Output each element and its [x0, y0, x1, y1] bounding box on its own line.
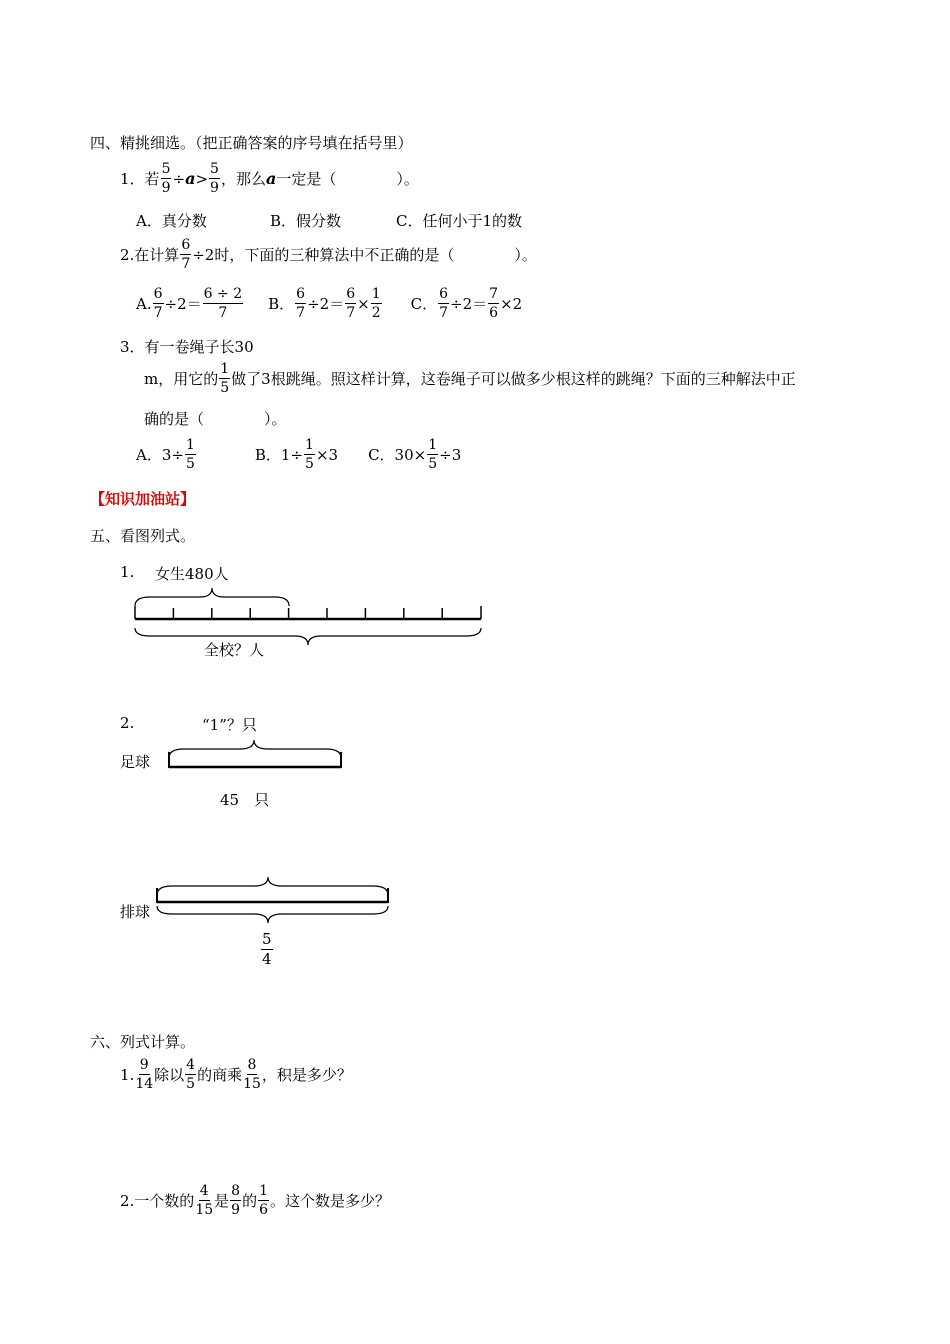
fraction: $\frac{1}{5}$ — [185, 437, 195, 472]
bottom-brace — [135, 628, 481, 645]
q5-1-bottom-label: 全校？人 — [204, 641, 265, 659]
volleyball-fraction: $\frac{5}{4}$ — [262, 930, 272, 968]
q-text: ÷2时，下面的三种算法中不正确的是（ ）。 — [192, 246, 537, 264]
option-c: C． $\frac{6}{7}$ ÷2＝ $\frac{7}{6}$ ×2 — [410, 286, 523, 321]
option-a: A. $\frac{6}{7}$ ÷2＝ $\frac{6 \div 2}{7}$ — [136, 286, 243, 321]
fraction: $\frac{6}{7}$ — [296, 286, 306, 321]
q-text: 一定是（ ）。 — [276, 170, 419, 188]
fraction: $\frac{6}{7}$ — [153, 286, 163, 321]
fraction: $\frac{1}{5}$ — [220, 361, 230, 396]
q4-3-line3: 确的是（ ）。 — [144, 410, 287, 428]
q6-1: 1. $\frac{9}{14}$ 除以 $\frac{4}{5}$ 的商乘 $\frac{8}{15}$ ，积是多少？ — [120, 1057, 352, 1092]
section6-title: 六、列式计算。 — [90, 1033, 196, 1051]
q-text: 2.在计算 — [120, 246, 180, 264]
section5-title: 五、看图列式。 — [90, 527, 196, 545]
q-text: ，那么 — [220, 170, 266, 188]
fraction: $\frac{6}{7}$ — [346, 286, 356, 321]
fraction: $\frac{5}{9}$ — [210, 161, 219, 196]
q-number: 1． — [120, 170, 145, 188]
q5-2-top-label: “1”？只 — [202, 716, 257, 734]
q6-2: 2.一个数的 $\frac{4}{15}$ 是 $\frac{8}{9}$ 的 $\frac{1}{6}$ 。这个数是多少？ — [120, 1183, 391, 1218]
option-c: C．任何小于1的数 — [396, 212, 523, 230]
gt-sign: > — [195, 169, 209, 188]
football-label: 足球 — [120, 753, 151, 771]
football-count: 45 只 — [220, 791, 270, 809]
fraction: $\frac{8}{15}$ — [243, 1057, 261, 1092]
fraction: $\frac{8}{9}$ — [231, 1183, 241, 1218]
option-b: B．1÷ $\frac{1}{5}$ ×3 — [254, 437, 339, 472]
fraction: $\frac{6}{7}$ — [181, 237, 191, 272]
fraction: $\frac{7}{6}$ — [489, 286, 499, 321]
fraction: $\frac{6 \div 2}{7}$ — [203, 286, 243, 321]
fraction: $\frac{5}{9}$ — [161, 161, 171, 196]
fraction: $\frac{6}{7}$ — [439, 286, 449, 321]
variable: a — [185, 169, 196, 188]
volleyball-label: 排球 — [120, 903, 151, 921]
top-brace-volleyball — [157, 877, 388, 895]
option-a: A．真分数 — [136, 212, 207, 230]
option-b: B．假分数 — [270, 212, 342, 230]
q4-3-line1: 3．有一卷绳子长30 — [120, 338, 254, 356]
q4-3-line2: m，用它的 $\frac{1}{5}$ 做了3根跳绳。照这样计算，这卷绳子可以做多少根这样的跳绳？下面的三种解法中正 — [144, 361, 796, 396]
top-brace-football — [169, 740, 341, 758]
fraction: $\frac{1}{2}$ — [371, 286, 381, 321]
q5-2-number: 2. — [120, 714, 135, 732]
fraction: $\frac{4}{5}$ — [186, 1057, 196, 1092]
bottom-brace-volleyball — [157, 906, 388, 923]
fraction: $\frac{4}{15}$ — [195, 1183, 214, 1218]
q5-1-number: 1. — [120, 563, 135, 581]
fraction: $\frac{1}{5}$ — [305, 437, 314, 472]
q5-1-top-label: 女生480人 — [155, 565, 229, 583]
section4-title: 四、精挑细选。（把正确答案的序号填在括号里） — [90, 134, 413, 152]
ticks — [135, 606, 481, 619]
top-brace — [135, 588, 289, 606]
option-a: A．3÷ $\frac{1}{5}$ — [136, 437, 195, 472]
variable: a — [265, 169, 277, 188]
option-b: B． $\frac{6}{7}$ ÷2＝ $\frac{6}{7}$ × $\frac{1}{2}$ — [268, 286, 381, 321]
option-c: C．30× $\frac{1}{5}$ ÷3 — [368, 437, 462, 472]
q-text: 若 — [144, 170, 160, 188]
fraction: $\frac{9}{14}$ — [135, 1057, 154, 1092]
knowledge-tag: 【知识加油站】 — [90, 490, 196, 508]
fraction: $\frac{1}{5}$ — [428, 437, 438, 472]
operator: ÷ — [172, 169, 186, 188]
fraction: $\frac{1}{6}$ — [259, 1183, 269, 1218]
